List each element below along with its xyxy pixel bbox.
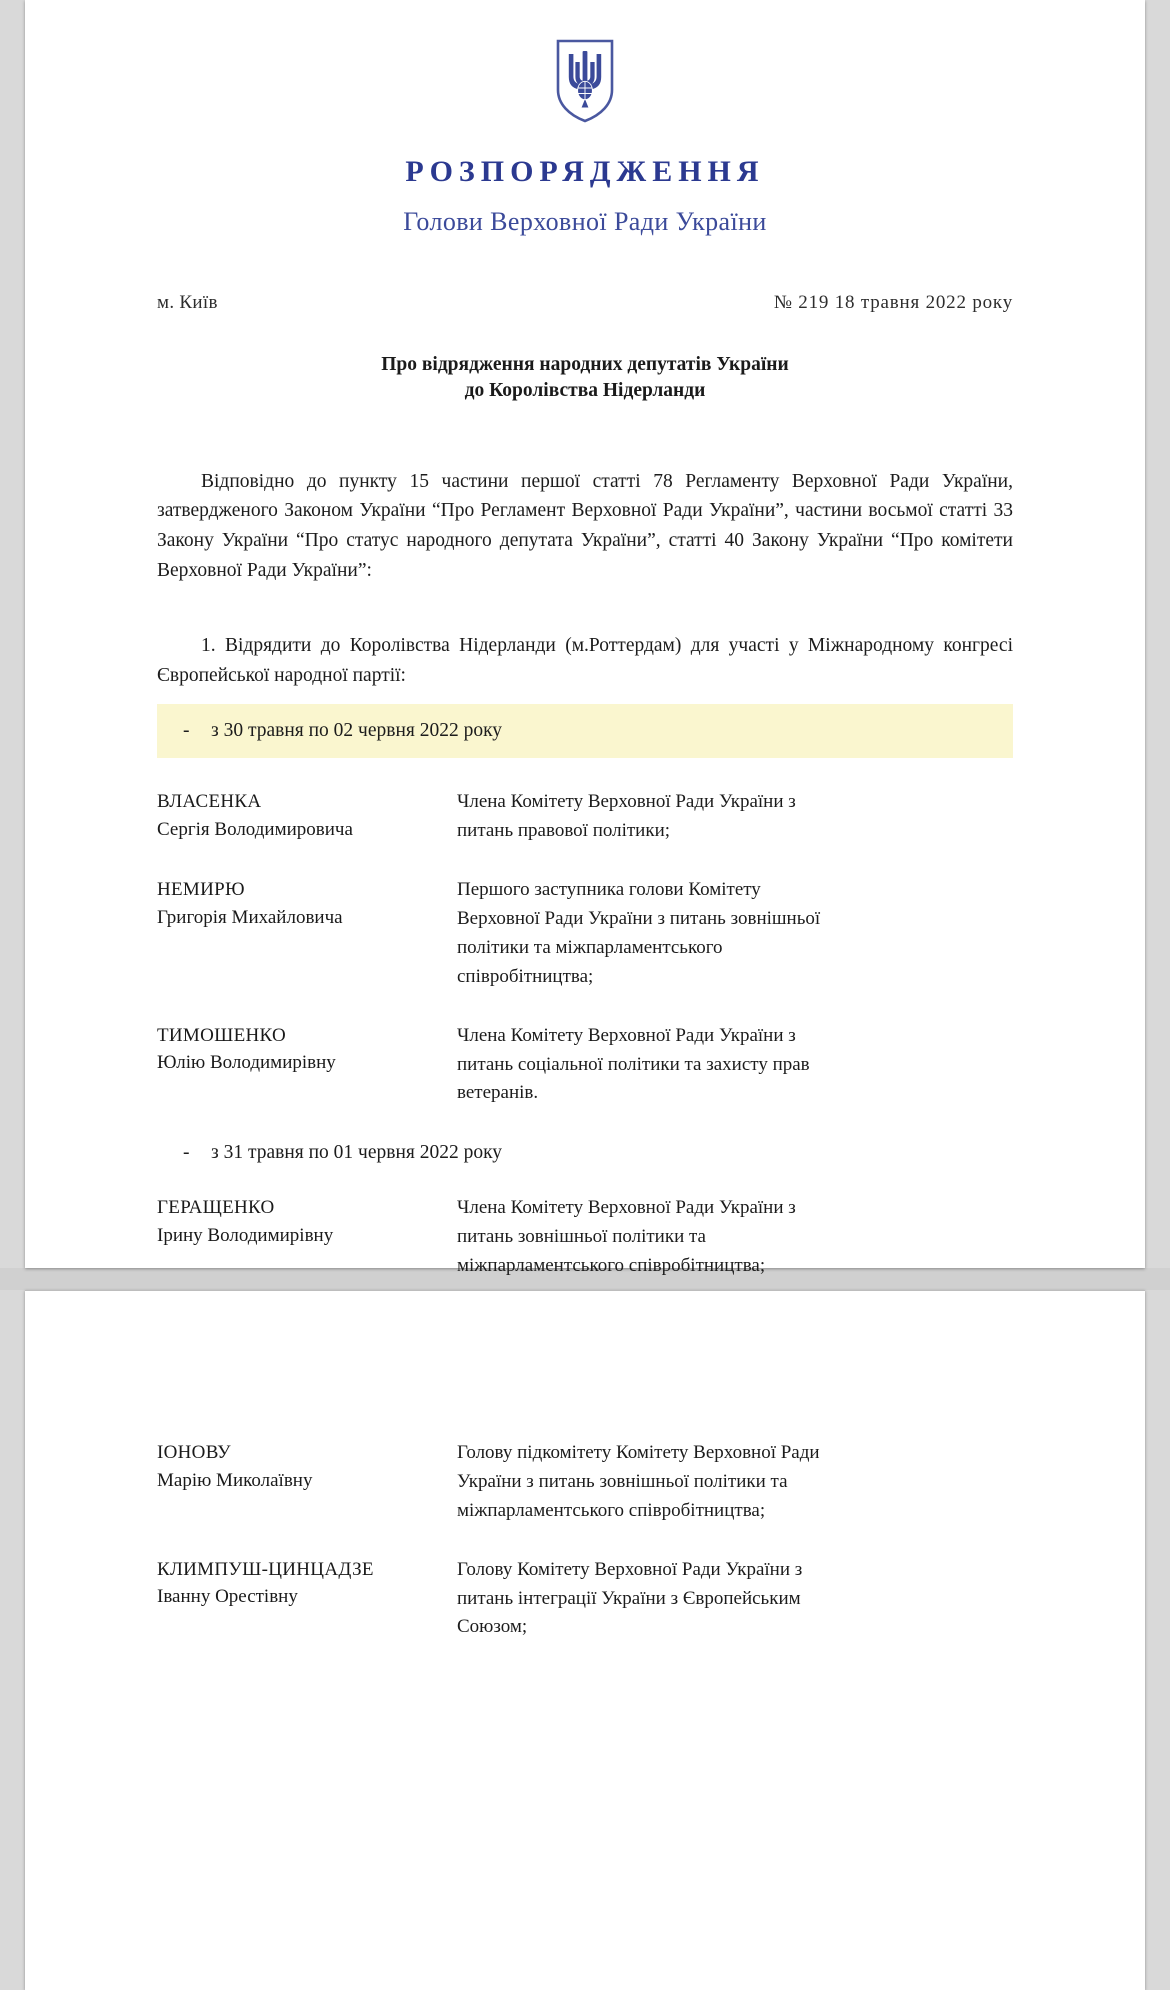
person-given-name: Марію Миколаївну [157,1469,313,1491]
page-2-top-spacer [157,1291,1013,1409]
document-meta-row [157,292,1013,314]
person-role-line: Члена Комітету Верховної Ради України з [457,1024,796,1046]
person-role-line: України з питань зовнішньої політики та [457,1470,788,1492]
ukraine-trident-coat-of-arms-icon [554,38,616,129]
person-role-line: питань соціальної політики та захисту прав [457,1053,810,1075]
person-surname: ГЕРАЩЕНКО [157,1197,275,1219]
preamble-paragraph: Відповідно до пункту 15 частини першої статті 78 Регламенту Верховної Ради України, затвердженого Законом України “Про Регламент Верховної Ради України”, частини восьмої статті 33 Закону України “Про статус народного депутата України”, статті 40 Закону України “Про комітети Верховної Ради України”: [157,470,1013,581]
person-role-block [457,1439,1013,1526]
person-role-line: Голову Комітету Верховної Ради України з [457,1558,803,1580]
person-name-block [157,1439,457,1526]
person-role-line: питань зовнішньої політики та [457,1226,706,1248]
person-role-text: Члена Комітету Верховної Ради України з [457,791,796,813]
clause-1-paragraph: 1. Відрядити до Королівства Нідерланди (м.Роттердам) для участі у Міжнародному конгресі Європейської народної партії: [157,635,1013,686]
person-name-block [157,1022,457,1109]
person-role-line: Союзом; [457,1616,528,1638]
person-role-line: Першого заступника голови Комітету [457,879,761,901]
person-given-name: Іванну Орестівну [157,1586,298,1608]
person-role-line [457,788,1013,817]
document-page-2 [25,1290,1145,1990]
person-surname: ІОНОВУ [157,1442,231,1463]
person-role-block [457,876,1013,992]
bullet-dash: - [183,1142,190,1164]
person-role-block [457,1556,1013,1643]
person-surname: ТИМОШЕНКО [157,1024,287,1046]
person-name-block [157,1556,457,1643]
subject-line-2: до Королівства Нідерланди [464,380,706,402]
person-role-line: міжпарламентського співробітництва; [457,1255,766,1276]
person-row [157,788,1013,846]
person-name-block [157,788,457,846]
date-range-text: з 30 травня по 02 червня 2022 року [211,720,503,742]
document-page-1 [25,0,1145,1276]
person-role-line: Верховної Ради України з питань зовнішньої [457,908,821,929]
date-range-line-2 [157,1142,1013,1164]
person-name-block [157,876,457,992]
person-role-line: питань правової політики; [457,820,671,842]
document-authority-heading: Голови Верховної Ради України [403,207,767,236]
person-role-line: політики та міжпарламентського [457,936,723,958]
date-range-band [157,1134,1013,1164]
person-row [157,876,1013,992]
person-role-line: міжпарламентського співробітництва; [457,1499,766,1521]
person-row [157,1556,1013,1643]
date-range-highlight-band [157,704,1013,758]
document-subject-title [157,352,1013,405]
person-role-block [457,1194,1013,1281]
person-role-line: Члена Комітету Верховної Ради України з [457,1197,796,1219]
document-kind-heading: РОЗПОРЯДЖЕННЯ [405,155,765,188]
person-role-line: питань інтеграції України з Європейським [457,1587,801,1609]
person-surname: НЕМИРЮ [157,879,245,901]
person-given-name: Григорія Михайловича [157,906,343,928]
date-range-text: з 31 травня по 01 червня 2022 року [211,1142,503,1164]
date-range-line-1 [157,720,1013,742]
bullet-dash: - [183,720,190,742]
person-role-line: співробітництва; [457,965,594,987]
issue-city: м. Київ [157,292,218,313]
person-surname: КЛИМПУШ-ЦИНЦАДЗЕ [157,1558,374,1580]
emblem-container [157,0,1013,129]
person-role-block [457,1022,1013,1109]
person-row [157,1022,1013,1109]
document-number-and-date: № 219 18 травня 2022 року [773,292,1013,313]
person-role-line: Голову підкомітету Комітету Верховної Ради [457,1442,820,1463]
person-given-name: Ірину Володимирівну [157,1224,334,1246]
person-given-name: Юлію Володимирівну [157,1052,336,1074]
subject-line-1: Про відрядження народних депутатів України [381,354,789,375]
person-row [157,1194,1013,1281]
person-role-line: ветеранів. [457,1082,539,1104]
person-surname: ВЛАСЕНКА [157,791,262,813]
person-row [157,1439,1013,1526]
person-name-block [157,1194,457,1281]
person-role-block [457,788,1013,846]
person-given-name: Сергія Володимировича [157,818,353,840]
